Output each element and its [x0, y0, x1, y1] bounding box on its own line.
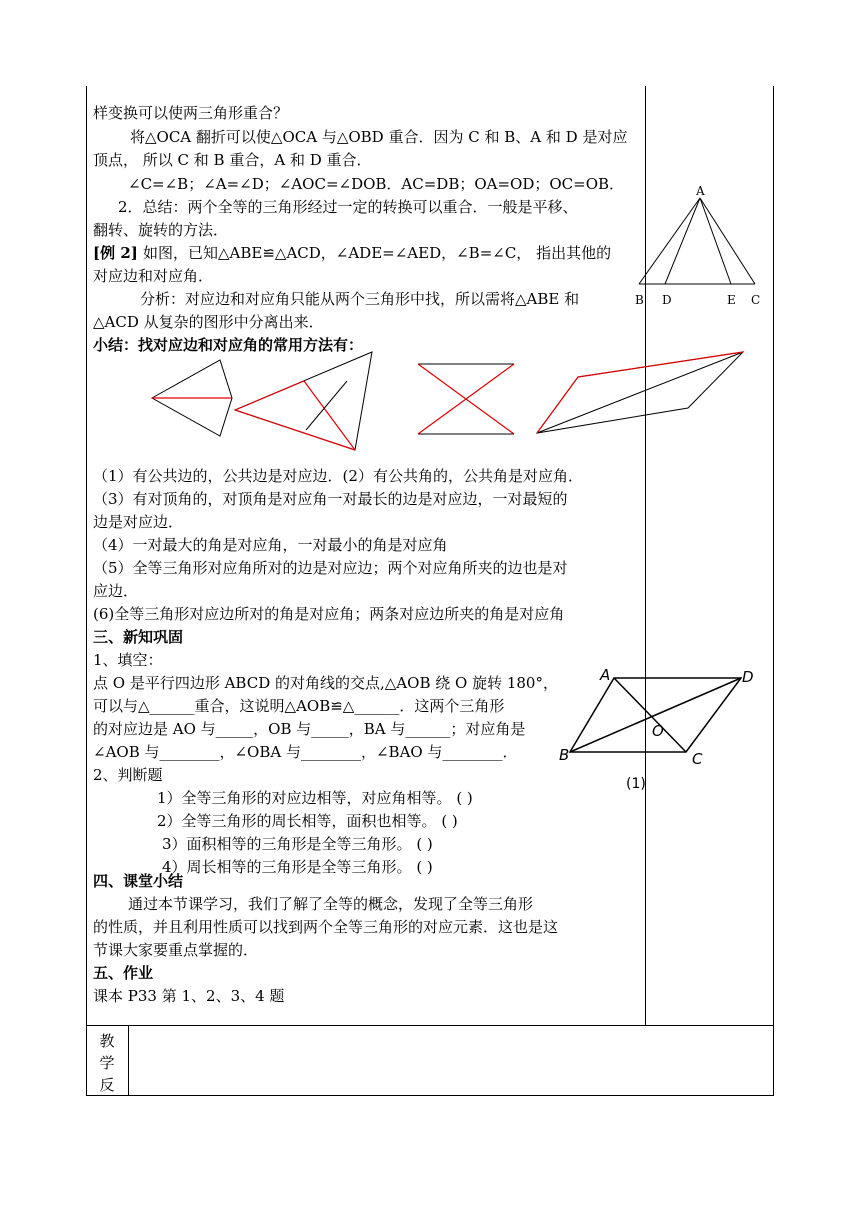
method-line: (6)全等三角形对应边所对的角是对应角；两条对应边所夹的角是对应角 — [93, 605, 565, 623]
fill-line: 点 O 是平行四边形 ABCD 的对角线的交点,△AOB 绕 O 旋转 180°， — [93, 674, 558, 692]
summary-line: 节课大家要重点掌握的． — [93, 941, 259, 959]
judge-item: 3）面积相等的三角形是全等三角形。 ( ) — [162, 835, 433, 853]
fill-line: 的对应边是 AO 与_____，OB 与_____，BA 与______；对应角是 — [93, 720, 526, 738]
diagram-shared-angle — [232, 350, 377, 452]
text-line: ∠C=∠B；∠A=∠D；∠AOC=∠DOB．AC=DB；OA=OD；OC=OB． — [128, 175, 625, 193]
text-line: 样变换可以使两三角形重合？ — [93, 104, 289, 122]
text-line: 将△OCA 翻折可以使△OCA 与△OBD 重合．因为 C 和 B、A 和 D 是对应 — [130, 128, 628, 146]
reflection-label-1: 教 — [99, 1032, 115, 1050]
diagram-vertical-angles — [416, 362, 516, 436]
par-label-d: D — [742, 668, 754, 686]
summary-line: 的性质，并且利用性质可以找到两个全等三角形的对应元素．这也是这 — [93, 918, 559, 936]
diagram-long-short — [533, 350, 745, 435]
tri-label-c: C — [751, 293, 761, 307]
label-divider — [128, 1025, 129, 1096]
tri-label-e: E — [727, 293, 736, 307]
fill-line: 可以与△______重合，这说明△AOB≌△______．这两个三角形 — [93, 697, 505, 715]
text-line: 2．总结：两个全等的三角形经过一定的转换可以重合．一般是平移、 — [118, 198, 578, 216]
triangle-figure — [635, 182, 765, 312]
method-line: （3）有对顶角的，对顶角是对应角一对最长的边是对应边，一对最短的 — [93, 490, 568, 508]
method-line: （4）一对最大的角是对应角，一对最小的角是对应角 — [93, 536, 448, 554]
example-label: [例 2] — [93, 244, 138, 262]
row-divider — [86, 1025, 774, 1026]
method-line: （1）有公共边的，公共边是对应边．(2）有公共角的，公共角是对应角． — [93, 467, 583, 485]
section-heading-3: 三、新知巩固 — [93, 628, 184, 646]
fill-heading: 1、填空： — [93, 651, 163, 669]
text-line: 翻转、旋转的方法． — [93, 221, 229, 239]
text-line: 对应边和对应角． — [93, 267, 214, 285]
section-heading-4: 四、课堂小结 — [93, 872, 184, 890]
par-label-c: C — [692, 750, 703, 768]
method-line: 边是对应边． — [93, 513, 184, 531]
text-line: △ACD 从复杂的图形中分离出来． — [93, 313, 324, 331]
method-line: （5）全等三角形对应角所对的边是对应边；两个对应角所夹的边也是对 — [93, 559, 568, 577]
tri-label-d: D — [662, 293, 672, 307]
par-label-a: A — [600, 666, 611, 684]
judge-item: 2）全等三角形的周长相等，面积也相等。 ( ) — [157, 812, 458, 830]
section-heading-5: 五、作业 — [93, 964, 154, 982]
reflection-label-3: 反 — [99, 1076, 115, 1094]
judge-heading: 2、判断题 — [93, 766, 163, 784]
summary-line: 通过本节课学习，我们了解了全等的概念，发现了全等三角形 — [128, 895, 534, 913]
reflection-label-2: 学 — [99, 1054, 115, 1072]
par-label-b: B — [559, 746, 570, 764]
judge-item: 1）全等三角形的对应边相等，对应角相等。 ( ) — [157, 789, 473, 807]
summary-heading: 小结：找对应边和对应角的常用方法有： — [93, 336, 364, 354]
par-label-o: O — [652, 722, 664, 740]
fill-line: ∠AOB 与________，∠OBA 与________，∠BAO 与________． — [93, 743, 518, 761]
tri-label-a: A — [696, 184, 705, 198]
parallelogram-figure — [556, 664, 766, 796]
judge-item: 4）周长相等的三角形是全等三角形。 ( ) — [162, 858, 433, 876]
diagram-shared-side — [150, 358, 235, 438]
homework-line: 课本 P33 第 1、2、3、4 题 — [93, 987, 285, 1005]
text-line: 分析：对应边和对应角只能从两个三角形中找，所以需将△ABE 和 — [140, 290, 580, 308]
tri-label-b: B — [635, 293, 644, 307]
method-line: 应边． — [93, 582, 139, 600]
text-line: 如图，已知△ABE≌△ACD，∠ADE=∠AED，∠B=∠C， 指出其他的 — [143, 244, 612, 262]
par-figure-number: (1) — [626, 776, 646, 792]
text-line: 顶点， 所以 C 和 B 重合，A 和 D 重合． — [93, 151, 372, 169]
